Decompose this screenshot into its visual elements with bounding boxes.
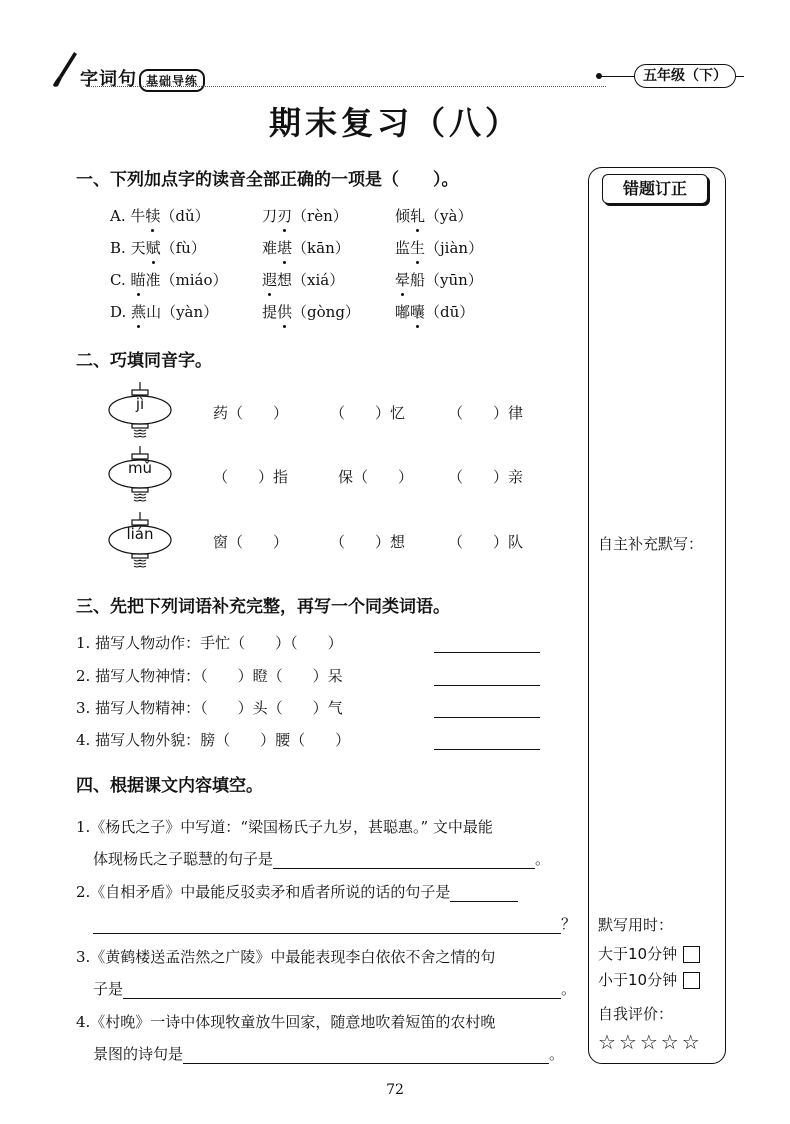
q4-item-3-line2 (93, 978, 576, 999)
option-pinyin: 准（miáo） (145, 271, 228, 289)
answer-line[interactable] (123, 982, 561, 999)
grade-dot (596, 73, 602, 79)
q4-item-2-line1 (76, 881, 518, 902)
correction-title: 错题订正 (602, 174, 708, 204)
end-punct: ？ (561, 915, 577, 933)
option-label: D. (110, 303, 127, 321)
brand-badge: 基础导练 (139, 69, 205, 92)
option-text: 大于10分钟 (598, 945, 678, 963)
dotted-char: 燕 (131, 303, 147, 321)
prompt-text: 子是 (93, 980, 124, 998)
prompt-text: 2.《自相矛盾》中最能反驳卖矛和盾者所说的话的句子是 (76, 883, 451, 901)
answer-line[interactable] (434, 699, 540, 718)
brush-icon (50, 50, 80, 90)
dotted-char: 犊 (145, 207, 161, 225)
lantern-icon (108, 446, 172, 504)
homophone-blank[interactable]: 保（ ） (338, 468, 414, 486)
checkbox[interactable] (683, 946, 700, 963)
time-label: 默写用时： (598, 916, 674, 934)
dotted-char: 刃 (277, 207, 293, 225)
homophone-blank[interactable]: （ ）指 (213, 468, 289, 486)
dotted-char: 遐 (262, 271, 278, 289)
grade-label: 五年级（下） (634, 64, 736, 88)
checkbox[interactable] (683, 972, 700, 989)
option-text: 小于10分钟 (598, 971, 678, 989)
option-char: 嘟 (395, 303, 411, 321)
answer-line[interactable] (273, 852, 535, 869)
dotted-char: 供 (277, 303, 293, 321)
option-pinyin: （jiàn） (425, 239, 484, 257)
dotted-char: 囔 (410, 303, 426, 321)
homophone-blank[interactable]: 窗（ ） (213, 533, 289, 551)
option-label: A. (110, 207, 126, 225)
homophone-blank[interactable]: （ ）亲 (448, 468, 524, 486)
option-pinyin: 想（xiá） (277, 271, 345, 289)
option-pinyin: 山（yàn） (146, 303, 219, 321)
dotted-char: 堪 (277, 239, 293, 257)
option-char: 倾 (395, 207, 411, 225)
lantern-icon (108, 512, 172, 570)
q1-b-word-3 (395, 237, 483, 258)
q3-item[interactable]: 4. 描写人物外貌：膀（ ）腰（ ） (76, 731, 351, 749)
pinyin-label: lián (126, 525, 154, 543)
pinyin-label: mǔ (127, 459, 153, 477)
q3-title: 三、先把下列词语补充完整，再写一个同类词语。 (76, 597, 450, 617)
option-char: 刀 (262, 207, 278, 225)
brand-name: 字词句 (80, 69, 137, 90)
dotted-char: 赋 (145, 239, 161, 257)
q1-option-a[interactable] (110, 205, 210, 226)
dotted-char: 轧 (410, 207, 426, 225)
header-divider (86, 86, 606, 87)
answer-line[interactable] (93, 917, 561, 934)
rating-stars[interactable]: ☆☆☆☆☆ (598, 1030, 703, 1054)
homophone-blank[interactable]: （ ）队 (448, 533, 524, 551)
prompt-text: 景图的诗句是 (93, 1045, 184, 1063)
q4-item-4-line2 (93, 1043, 564, 1064)
homophone-blank[interactable]: 药（ ） (213, 404, 289, 422)
time-under-option[interactable] (598, 969, 700, 990)
page-number: 72 (386, 1082, 404, 1098)
option-pinyin: （fù） (160, 239, 206, 257)
q1-c-word-2 (262, 269, 344, 290)
option-pinyin: （kān） (292, 239, 350, 257)
end-punct: 。 (549, 1045, 565, 1063)
q4-item-3-line1: 3.《黄鹤楼送孟浩然之广陵》中最能表现李白依依不舍之情的句 (76, 948, 496, 966)
supplement-label: 自主补充默写： (598, 535, 704, 553)
homophone-blank[interactable]: （ ）忆 (330, 404, 406, 422)
q4-item-1-line1: 1.《杨氏之子》中写道：“梁国杨氏子九岁，甚聪惠。” 文中最能 (76, 818, 493, 836)
q1-d-word-3 (395, 301, 474, 322)
q3-item[interactable]: 2. 描写人物神情：（ ）瞪（ ）呆 (76, 667, 343, 685)
option-pinyin: （yà） (425, 207, 473, 225)
homophone-blank[interactable]: （ ）律 (448, 404, 524, 422)
prompt-text: 体现杨氏之子聪慧的句子是 (93, 850, 274, 868)
option-char: 难 (262, 239, 278, 257)
q4-item-2-line2 (93, 913, 576, 934)
option-label: B. (110, 239, 126, 257)
answer-line[interactable] (183, 1047, 549, 1064)
q1-d-word-2 (262, 301, 360, 322)
lantern-icon (108, 382, 172, 440)
q1-c-word-3 (395, 269, 483, 290)
option-char: 天 (130, 239, 146, 257)
option-char: 监 (395, 239, 411, 257)
q3-item[interactable]: 3. 描写人物精神：（ ）头（ ）气 (76, 699, 343, 717)
q1-option-b[interactable] (110, 237, 206, 258)
answer-line[interactable] (434, 731, 540, 750)
option-pinyin: （dū） (425, 303, 475, 321)
q2-title: 二、巧填同音字。 (76, 351, 212, 371)
end-punct: 。 (561, 980, 577, 998)
answer-line[interactable] (434, 667, 540, 686)
q4-item-4-line1: 4.《村晚》一诗中体现牧童放牛回家，随意地吹着短笛的农村晚 (76, 1013, 496, 1031)
q1-option-d[interactable] (110, 301, 218, 322)
option-pinyin: （rèn） (292, 207, 348, 225)
q1-a-word-2 (262, 205, 348, 226)
end-punct: 。 (535, 850, 551, 868)
option-pinyin: （gòng） (292, 303, 360, 321)
q1-option-c[interactable] (110, 269, 228, 290)
self-eval-label: 自我评价： (598, 1005, 674, 1023)
time-over-option[interactable] (598, 943, 700, 964)
dotted-char: 晕 (395, 271, 411, 289)
page-title: 期末复习（八） (268, 104, 521, 142)
option-pinyin: （dǔ） (160, 207, 210, 225)
option-char: 提 (262, 303, 278, 321)
brand-logo (80, 65, 205, 92)
option-label: C. (110, 271, 126, 289)
dotted-char: 瞄 (130, 271, 146, 289)
q3-item[interactable]: 1. 描写人物动作：手忙（ ）（ ） (76, 634, 343, 652)
option-pinyin: 船（yūn） (410, 271, 483, 289)
q1-title: 一、下列加点字的读音全部正确的一项是（ ）。 (76, 170, 459, 190)
q1-a-word-3 (395, 205, 472, 226)
option-char: 牛 (130, 207, 146, 225)
q4-title: 四、根据课文内容填空。 (76, 776, 263, 796)
q4-item-1-line2 (93, 848, 550, 869)
homophone-blank[interactable]: （ ）想 (330, 533, 406, 551)
answer-line[interactable] (450, 885, 518, 902)
q1-b-word-2 (262, 237, 350, 258)
answer-line[interactable] (434, 634, 540, 653)
pinyin-label: jì (135, 395, 145, 413)
dotted-char: 生 (410, 239, 426, 257)
